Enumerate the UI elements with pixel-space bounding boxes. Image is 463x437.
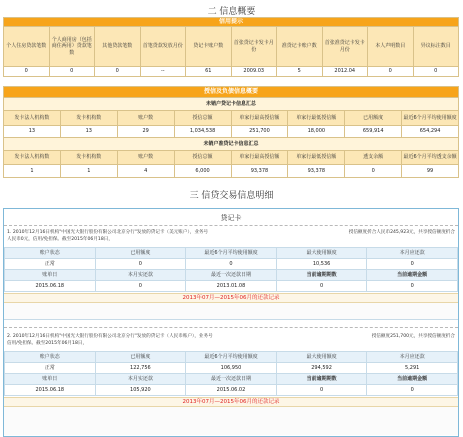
header-cell: 单家行最低授信额 (288, 150, 345, 165)
value-cell: 654,294 (402, 125, 459, 137)
header-cell: 其他贷款笔数 (95, 27, 141, 67)
header-cell: 发卡法人机构数 (4, 150, 61, 165)
account-description (4, 229, 458, 245)
value-cell: 0 (95, 67, 141, 77)
header-cell: 单家行最高授信额 (231, 150, 288, 165)
value-cell: 6,000 (174, 165, 231, 178)
header-cell: 最大使用额度 (276, 248, 367, 259)
card-summary-header-row (4, 110, 459, 125)
credit-hint-header-row (4, 27, 459, 67)
value-cell: 0 (95, 281, 186, 292)
header-cell: 发卡机构数 (60, 110, 117, 125)
value-cell: 0 (368, 67, 414, 77)
header-cell: 已用额度 (95, 248, 186, 259)
value-cell: 0 (345, 165, 402, 178)
header-cell: 最近一次还款日期 (186, 374, 277, 385)
value-cell: -- (140, 67, 186, 77)
value-cell: 0 (49, 67, 95, 77)
header-cell: 异议标注数目 (413, 27, 459, 67)
value-cell: 1 (60, 165, 117, 178)
account-desc-right: 授信额度折合人民币245,923元，共享授信额度折合 (348, 230, 455, 235)
value-cell: 10,536 (276, 259, 367, 270)
value-cell: 0 (276, 385, 367, 396)
value-cell: 2012.04 (322, 67, 368, 77)
header-cell: 账户数 (117, 110, 174, 125)
value-cell: 99 (402, 165, 459, 178)
credit-hint-value-row (4, 67, 459, 77)
credit-hint-title: 信用提示 (4, 18, 459, 27)
header-cell: 账单日 (5, 374, 96, 385)
account-header-row (5, 374, 458, 385)
header-cell: 已用额度 (345, 110, 402, 125)
value-cell: 4 (117, 165, 174, 178)
value-cell: 106,950 (186, 363, 277, 374)
card-summary-subtitle: 未销户贷记卡信息汇总 (4, 98, 459, 110)
repayment-record-grid (4, 303, 458, 320)
account-table (4, 247, 458, 292)
credit-card-detail-box (3, 208, 459, 437)
value-cell: 0 (4, 67, 50, 77)
account-header-row (5, 270, 458, 281)
value-cell: 29 (117, 125, 174, 137)
value-cell: 0 (367, 385, 458, 396)
value-cell: 0 (95, 259, 186, 270)
header-cell: 个人商用房（包括商住两用）贷款笔数 (49, 27, 95, 67)
value-cell: 0 (276, 281, 367, 292)
header-cell: 首张贷记卡发卡月份 (231, 27, 277, 67)
value-cell: 5,291 (367, 363, 458, 374)
header-cell: 本月实还款 (95, 270, 186, 281)
header-cell: 最近6个月平均使用额度 (186, 248, 277, 259)
value-cell: 93,378 (231, 165, 288, 178)
value-cell: 251,700 (231, 125, 288, 137)
repayment-record-grid (4, 407, 458, 435)
value-cell: 1,034,538 (174, 125, 231, 137)
value-cell: 18,000 (288, 125, 345, 137)
header-cell: 账户数 (117, 150, 174, 165)
overdue-amount-header: 当前逾期金额 (367, 374, 458, 385)
header-cell: 单家行最低授信额 (288, 110, 345, 125)
header-cell: 本月应还款 (367, 248, 458, 259)
account-header-row (5, 248, 458, 259)
header-cell: 最近6个月平均使用额度 (186, 352, 277, 363)
value-cell: 0 (367, 259, 458, 270)
header-cell: 最近6个月平均使用额度 (402, 110, 459, 125)
account-desc-line2: 人民币0元，信用/免担保。截至2015年06月18日， (7, 237, 113, 243)
account-desc-line1: 2. 2010年12月16日机构"中国光大银行股份有限公司北京分行"发放的贷记卡（人民币账户），业务号 (7, 334, 213, 339)
semi-card-value-row (4, 165, 459, 178)
repayment-record-header: 2013年07月—2015年06月的还款记录 (4, 397, 458, 407)
header-cell: 首笔贷款发放月份 (140, 27, 186, 67)
value-cell: 122,756 (95, 363, 186, 374)
value-cell: 13 (4, 125, 61, 137)
divider (4, 225, 458, 226)
value-cell: 5 (277, 67, 323, 77)
overdue-periods-header: 当前逾期期数 (276, 270, 367, 281)
header-cell: 本人声明数目 (368, 27, 414, 67)
account-desc-line1: 1. 2010年12月16日机构"中国光大银行股份有限公司北京分行"发放的贷记卡（美元账户），业务号 (7, 230, 209, 235)
header-cell: 本月应还款 (367, 352, 458, 363)
overdue-periods-header: 当前逾期期数 (276, 374, 367, 385)
account-table (4, 351, 458, 396)
header-cell: 已用额度 (95, 352, 186, 363)
account-desc-right: 授信额度251,700元，共享授信额度折合 (371, 334, 455, 339)
value-cell: 105,920 (95, 385, 186, 396)
account-header-row (5, 352, 458, 363)
value-cell: 1 (4, 165, 61, 178)
value-cell: 0 (367, 281, 458, 292)
credit-card-heading: 贷记卡 (220, 214, 242, 222)
header-cell: 账户状态 (5, 248, 96, 259)
value-cell: 294,592 (276, 363, 367, 374)
header-cell: 贷记卡账户数 (186, 27, 232, 67)
value-cell: 61 (186, 67, 232, 77)
header-cell: 个人住房贷款笔数 (4, 27, 50, 67)
value-cell: 2015.06.18 (5, 281, 96, 292)
info-summary-title: 二 信息概要 (207, 7, 256, 17)
overdue-amount-header: 当前逾期金额 (367, 270, 458, 281)
account-value-row (5, 385, 458, 396)
semi-card-header-row (4, 150, 459, 165)
account-desc-line2: 信用/免担保。截至2015年06月18日， (7, 341, 88, 347)
header-cell: 最近一次还款日期 (186, 270, 277, 281)
credit-hint-table (3, 17, 459, 77)
value-cell: 2013.01.08 (186, 281, 277, 292)
header-cell: 发卡机构数 (60, 150, 117, 165)
header-cell: 发卡法人机构数 (4, 110, 61, 125)
account-description (4, 333, 458, 349)
header-cell: 最大使用额度 (276, 352, 367, 363)
card-summary-value-row (4, 125, 459, 137)
semi-card-summary-subtitle: 未销户准贷记卡信息汇总 (4, 138, 459, 150)
overview-title: 授信及负债信息概要 (4, 87, 459, 98)
value-cell: 0 (413, 67, 459, 77)
value-cell: 93,378 (288, 165, 345, 178)
divider (4, 327, 458, 328)
value-cell: 659,914 (345, 125, 402, 137)
header-cell: 账单日 (5, 270, 96, 281)
value-cell: 2009.03 (231, 67, 277, 77)
value-cell: 正常 (5, 259, 96, 270)
header-cell: 最近6个月平均透支余额 (402, 150, 459, 165)
header-cell: 首张准贷记卡发卡月份 (322, 27, 368, 67)
header-cell: 透支余额 (345, 150, 402, 165)
account-value-row (5, 281, 458, 292)
value-cell: 2015.06.18 (5, 385, 96, 396)
account-value-row (5, 363, 458, 374)
header-cell: 准贷记卡账户数 (277, 27, 323, 67)
header-cell: 单家行最高授信额 (231, 110, 288, 125)
value-cell: 正常 (5, 363, 96, 374)
header-cell: 授信总额 (174, 150, 231, 165)
account-value-row (5, 259, 458, 270)
value-cell: 13 (60, 125, 117, 137)
header-cell: 账户状态 (5, 352, 96, 363)
repayment-record-header: 2013年07月—2015年06月的还款记录 (4, 293, 458, 303)
value-cell: 0 (186, 259, 277, 270)
header-cell: 授信总额 (174, 110, 231, 125)
header-cell: 本月实还款 (95, 374, 186, 385)
credit-detail-title: 三 信贷交易信息明细 (189, 191, 274, 201)
credit-overview-table (3, 86, 459, 178)
value-cell: 2015.06.02 (186, 385, 277, 396)
